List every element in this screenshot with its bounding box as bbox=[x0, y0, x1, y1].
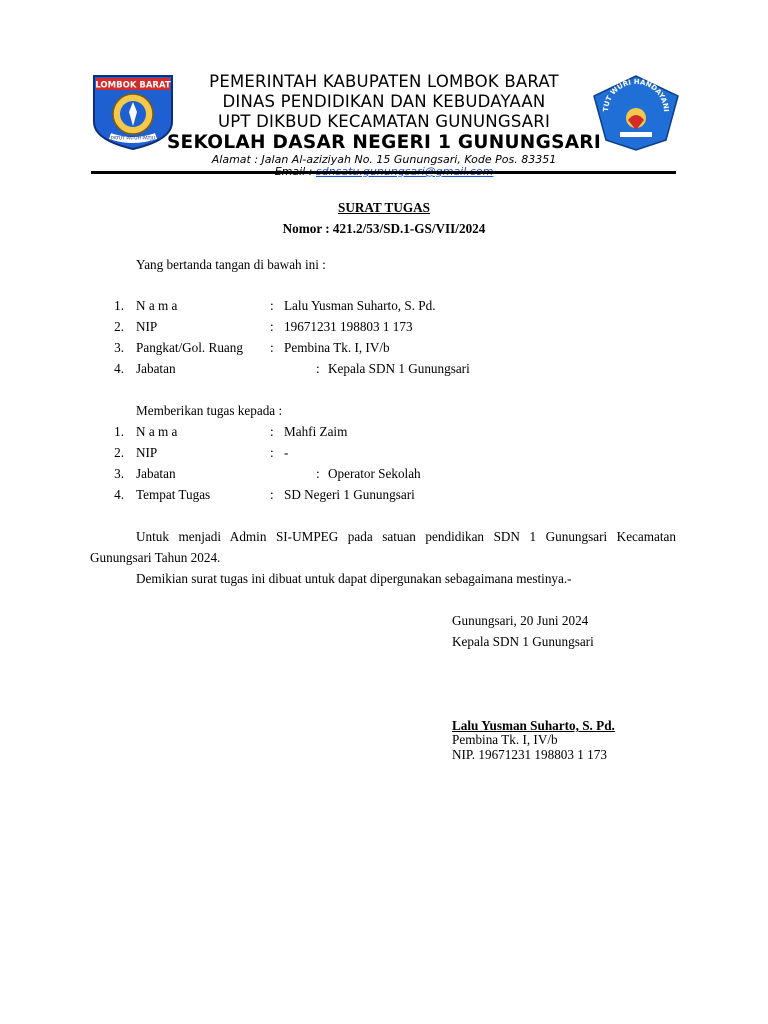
letterhead-divider bbox=[91, 171, 676, 174]
row-value: Operator Sekolah bbox=[328, 466, 421, 481]
row-label: Pangkat/Gol. Ruang bbox=[136, 340, 243, 355]
row-label: Tempat Tugas bbox=[136, 487, 211, 502]
row-label: N a m a bbox=[136, 424, 178, 439]
row-number: 3. bbox=[114, 340, 124, 355]
closing-paragraph: Demikian surat tugas ini dibuat untuk dapat dipergunakan sebagaimana mestinya.- bbox=[136, 571, 572, 586]
row-separator: : bbox=[270, 445, 274, 460]
row-value: Lalu Yusman Suharto, S. Pd. bbox=[284, 298, 436, 313]
purpose-paragraph: Untuk menjadi Admin SI-UMPEG pada satuan pendidikan SDN 1 Gunungsari Kecamatan Gunungsari Tahun 2024. bbox=[90, 529, 676, 565]
row-number: 4. bbox=[114, 487, 124, 502]
row-number: 2. bbox=[114, 445, 124, 460]
row-label: Jabatan bbox=[136, 361, 176, 376]
row-label: N a m a bbox=[136, 298, 178, 313]
row-label: NIP bbox=[136, 445, 158, 460]
document-number: Nomor : 421.2/53/SD.1-GS/VII/2024 bbox=[282, 221, 486, 236]
row-value: 19671231 198803 1 173 bbox=[284, 319, 413, 334]
row-separator: : bbox=[270, 487, 274, 502]
letterhead-line-3: UPT DIKBUD KECAMATAN GUNUNGSARI bbox=[217, 112, 551, 131]
letterhead-line-2: DINAS PENDIDIKAN DAN KEBUDAYAAN bbox=[222, 92, 546, 111]
intro-text: Yang bertanda tangan di bawah ini : bbox=[136, 257, 326, 272]
tut-wuri-handayani-logo-icon bbox=[592, 74, 680, 152]
signer-position: Kepala SDN 1 Gunungsari bbox=[452, 634, 594, 649]
row-label: Jabatan bbox=[136, 466, 176, 481]
row-value: - bbox=[284, 445, 289, 460]
row-separator: : bbox=[270, 298, 274, 313]
row-number: 3. bbox=[114, 466, 124, 481]
row-separator: : bbox=[270, 424, 274, 439]
row-value: SD Negeri 1 Gunungsari bbox=[284, 487, 415, 502]
school-name: SEKOLAH DASAR NEGERI 1 GUNUNGSARI bbox=[166, 132, 602, 153]
row-value: Kepala SDN 1 Gunungsari bbox=[328, 361, 470, 376]
row-value: Mahfi Zaim bbox=[284, 424, 348, 439]
left-logo-motto: PATUT PATUH PATJU bbox=[111, 136, 155, 142]
school-address: Alamat : Jalan Al-aziziyah No. 15 Gunungsari, Kode Pos. 83351 bbox=[211, 153, 557, 166]
row-number: 1. bbox=[114, 424, 124, 439]
letterhead-line-1: PEMERINTAH KABUPATEN LOMBOK BARAT bbox=[209, 72, 559, 91]
right-logo-text: TUT WURI HANDAYANI bbox=[601, 77, 671, 113]
row-number: 2. bbox=[114, 319, 124, 334]
signer-rank: Pembina Tk. I, IV/b bbox=[452, 732, 558, 747]
left-logo-text: LOMBOK BARAT bbox=[95, 80, 171, 91]
row-separator: : bbox=[270, 340, 274, 355]
row-number: 1. bbox=[114, 298, 124, 313]
row-separator: : bbox=[316, 361, 320, 376]
place-date: Gunungsari, 20 Juni 2024 bbox=[452, 613, 589, 628]
row-label: NIP bbox=[136, 319, 158, 334]
row-separator: : bbox=[270, 319, 274, 334]
assign-intro-text: Memberikan tugas kepada : bbox=[136, 403, 283, 418]
document-title: SURAT TUGAS bbox=[338, 200, 430, 215]
row-number: 4. bbox=[114, 361, 124, 376]
letterhead bbox=[150, 72, 618, 178]
row-value: Pembina Tk. I, IV/b bbox=[284, 340, 390, 355]
signer-name: Lalu Yusman Suharto, S. Pd. bbox=[452, 718, 615, 733]
signer-nip: NIP. 19671231 198803 1 173 bbox=[452, 747, 607, 762]
row-separator: : bbox=[316, 466, 320, 481]
